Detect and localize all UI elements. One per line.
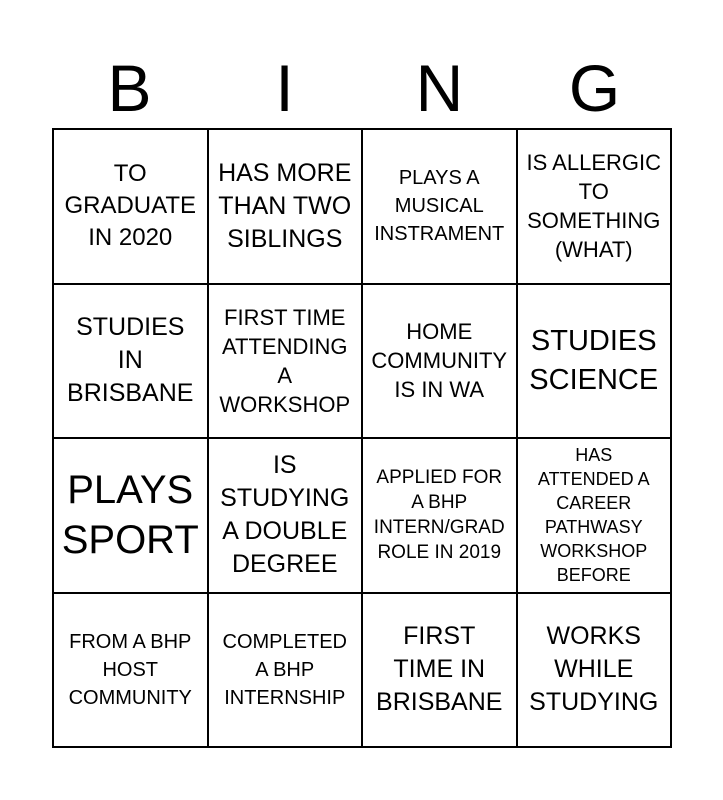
bingo-cell-r4-c1[interactable]: FROM A BHP HOST COMMUNITY — [53, 593, 208, 748]
bingo-cell-r4-c4[interactable]: WORKS WHILE STUDYING — [517, 593, 672, 748]
bingo-cell-r4-c2[interactable]: COMPLETED A BHP INTERNSHIP — [208, 593, 363, 748]
bingo-cell-r2-c3[interactable]: HOME COMMUNITY IS IN WA — [362, 284, 517, 439]
header-letter-g: G — [568, 51, 621, 125]
bingo-cell-r2-c1[interactable]: STUDIES IN BRISBANE — [53, 284, 208, 439]
bingo-cell-r3-c2[interactable]: IS STUDYING A DOUBLE DEGREE — [208, 438, 363, 593]
bingo-cell-r3-c3[interactable]: APPLIED FOR A BHP INTERN/GRAD ROLE IN 2019 — [362, 438, 517, 593]
bingo-cell-r1-c1[interactable]: TO GRADUATE IN 2020 — [53, 129, 208, 284]
header-letter-i: I — [275, 51, 294, 125]
bingo-grid — [52, 128, 672, 748]
bingo-header — [52, 48, 672, 128]
bingo-cell-r3-c4[interactable]: HAS ATTENDED A CAREER PATHWASY WORKSHOP BEFORE — [517, 438, 672, 593]
bingo-cell-r1-c2[interactable]: HAS MORE THAN TWO SIBLINGS — [208, 129, 363, 284]
bingo-cell-r1-c3[interactable]: PLAYS A MUSICAL INSTRAMENT — [362, 129, 517, 284]
header-letter-b: B — [107, 51, 152, 125]
bingo-cell-r3-c1[interactable]: PLAYS SPORT — [53, 438, 208, 593]
bingo-cell-r2-c2[interactable]: FIRST TIME ATTENDING A WORKSHOP — [208, 284, 363, 439]
header-letter-n: N — [415, 51, 464, 125]
bingo-cell-r2-c4[interactable]: STUDIES SCIENCE — [517, 284, 672, 439]
bingo-cell-r4-c3[interactable]: FIRST TIME IN BRISBANE — [362, 593, 517, 748]
bingo-cell-r1-c4[interactable]: IS ALLERGIC TO SOMETHING (WHAT) — [517, 129, 672, 284]
